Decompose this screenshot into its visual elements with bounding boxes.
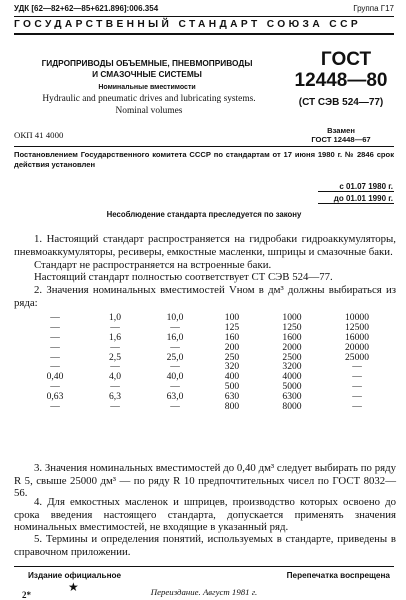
- table-row: [40, 392, 390, 402]
- title-en-line-1: Hydraulic and pneumatic drives and lubricating systems.: [42, 94, 256, 104]
- gost-label: ГОСТ: [320, 49, 372, 70]
- table-cell: —: [352, 391, 362, 403]
- table-cell: 25,0: [166, 351, 184, 363]
- decree-text: Постановлением Государственного комитета СССР по стандартам от 17 июня 1980 г. № 2846 срок действия установлен: [14, 150, 394, 169]
- table-cell: 2500: [282, 351, 302, 363]
- table-cell: 3200: [282, 361, 302, 373]
- replaces-value: ГОСТ 12448—67: [311, 135, 371, 144]
- table-cell: —: [50, 341, 60, 353]
- table-cell: 1600: [282, 331, 302, 343]
- effective-to-underline: [318, 203, 394, 204]
- table-cell: —: [110, 341, 120, 353]
- table-row: [40, 353, 390, 363]
- table-cell: 2,5: [109, 351, 121, 363]
- table-row: [40, 343, 390, 353]
- table-cell: 250: [224, 351, 240, 363]
- table-cell: —: [110, 401, 120, 413]
- table-cell: 630: [224, 391, 240, 403]
- table-cell: 2000: [282, 341, 302, 353]
- sev-reference: (СТ СЭВ 524—77): [298, 97, 384, 108]
- table-cell: —: [170, 401, 180, 413]
- table-cell: 10,0: [166, 312, 184, 323]
- effective-from-underline: [318, 191, 394, 192]
- table-cell: 100: [224, 312, 240, 323]
- star-icon: ★: [68, 580, 79, 594]
- title-english: [14, 94, 284, 117]
- table-cell: 40,0: [166, 371, 184, 383]
- table-cell: 10000: [345, 312, 369, 323]
- table-cell: 20000: [345, 341, 369, 353]
- table-cell: 200: [224, 341, 240, 353]
- table-cell: 125: [224, 321, 240, 333]
- table-cell: —: [50, 381, 60, 393]
- table-cell: 800: [224, 401, 240, 413]
- table-cell: —: [170, 381, 180, 393]
- table-cell: 25000: [345, 351, 369, 363]
- header-top-rule: [14, 16, 394, 17]
- clause-4: 4. Для емкостных масленок и шприцев, производство которых освоено до срока введения настоящего стандарта, допускается применять значения номинальных вместимостей, не входящие в указанный ряд.: [14, 496, 396, 534]
- table-cell: —: [170, 321, 180, 333]
- decree-top-rule: [14, 146, 394, 147]
- table-cell: —: [170, 341, 180, 353]
- legal-notice: Несоблюдение стандарта преследуется по закону: [106, 210, 302, 219]
- page-mark: 2*: [22, 590, 31, 600]
- clause-1-conformity: Настоящий стандарт полностью соответствует СТ СЭВ 524—77.: [34, 271, 333, 283]
- table-cell: —: [50, 312, 60, 323]
- table-cell: 1,6: [109, 331, 121, 343]
- effective-from-date: с 01.07 1980 г.: [339, 182, 393, 191]
- title-line-1: ГИДРОПРИВОДЫ ОБЪЕМНЫЕ, ПНЕВМОПРИВОДЫ: [41, 58, 253, 68]
- table-cell: 500: [224, 381, 240, 393]
- reissue-note: Переиздание. Август 1981 г.: [150, 587, 258, 597]
- table-cell: 0,63: [46, 391, 64, 403]
- table-cell: —: [50, 361, 60, 373]
- standard-banner: ГОСУДАРСТВЕННЫЙ СТАНДАРТ СОЮЗА ССР: [14, 19, 362, 30]
- table-cell: 400: [224, 371, 240, 383]
- table-cell: —: [50, 321, 60, 333]
- group-code: Группа Г17: [353, 4, 394, 13]
- table-cell: 1000: [282, 312, 302, 323]
- table-cell: 1250: [282, 321, 302, 333]
- table-cell: —: [352, 361, 362, 373]
- table-cell: 6300: [282, 391, 302, 403]
- clause-5: 5. Термины и определения понятий, используемых в стандарте, приведены в справочном приложении.: [14, 533, 396, 558]
- header-bottom-rule: [14, 33, 394, 35]
- table-row: [40, 333, 390, 343]
- table-cell: —: [110, 361, 120, 373]
- okp-code: ОКП 41 4000: [14, 130, 64, 140]
- table-cell: 16000: [345, 331, 369, 343]
- table-cell: 160: [224, 331, 240, 343]
- table-cell: 5000: [282, 381, 302, 393]
- table-cell: —: [352, 401, 362, 413]
- table-cell: 4,0: [109, 371, 121, 383]
- table-row: [40, 402, 390, 412]
- table-cell: 1,0: [109, 312, 121, 323]
- table-cell: 16,0: [166, 331, 184, 343]
- clause-3: 3. Значения номинальных вместимостей до 0,40 дм³ следует выбирать по ряду R 5, свыше 25000 дм³ — по ряду R 10 предпочтительных чисел по ГОСТ 8032—56.: [14, 462, 396, 500]
- table-cell: 320: [224, 361, 240, 373]
- gost-number: 12448—80: [294, 70, 388, 91]
- table-cell: —: [50, 331, 60, 343]
- table-row: [40, 313, 390, 323]
- table-row: [40, 362, 390, 372]
- title-line-2: И СМАЗОЧНЫЕ СИСТЕМЫ: [92, 68, 202, 79]
- table-cell: —: [352, 371, 362, 383]
- table-cell: —: [110, 321, 120, 333]
- table-cell: 63,0: [166, 391, 184, 403]
- table-row: [40, 372, 390, 382]
- official-edition-label: Издание официальное: [28, 571, 122, 580]
- effective-to-date: до 01.01 1990 г.: [333, 194, 393, 203]
- reprint-prohibited-label: Перепечатка воспрещена: [286, 571, 390, 580]
- table-cell: 8000: [282, 401, 302, 413]
- table-cell: 12500: [345, 321, 369, 333]
- table-cell: —: [110, 381, 120, 393]
- table-row: [40, 323, 390, 333]
- table-cell: —: [50, 401, 60, 413]
- table-cell: 6,3: [109, 391, 121, 403]
- title-russian: [14, 58, 280, 79]
- table-cell: —: [170, 361, 180, 373]
- volumes-table: [40, 313, 390, 412]
- clause-1: 1. Настоящий стандарт распространяется на гидробаки гидроаккумуляторы, пневмоаккумуляторы, ресиверы, емкостные масленки, шприцы и смазочные баки.: [14, 233, 396, 258]
- table-cell: —: [50, 351, 60, 363]
- footer-rule: [14, 566, 394, 567]
- table-row: [40, 382, 390, 392]
- table-cell: 0,40: [46, 371, 64, 383]
- replaces-label: Взамен: [327, 126, 355, 135]
- table-cell: 4000: [282, 371, 302, 383]
- title-en-line-2: Nominal volumes: [115, 105, 183, 116]
- clause-2: 2. Значения номинальных вместимостей Vном в дм³ должны выбираться из ряда:: [14, 284, 396, 309]
- clause-1-exclusion: Стандарт не распространяется на встроенные баки.: [34, 259, 272, 271]
- title-subtitle: Номинальные вместимости: [98, 84, 196, 91]
- udk-code: УДК [62—82+62—85+621.896]:006.354: [14, 4, 159, 13]
- table-cell: —: [352, 381, 362, 393]
